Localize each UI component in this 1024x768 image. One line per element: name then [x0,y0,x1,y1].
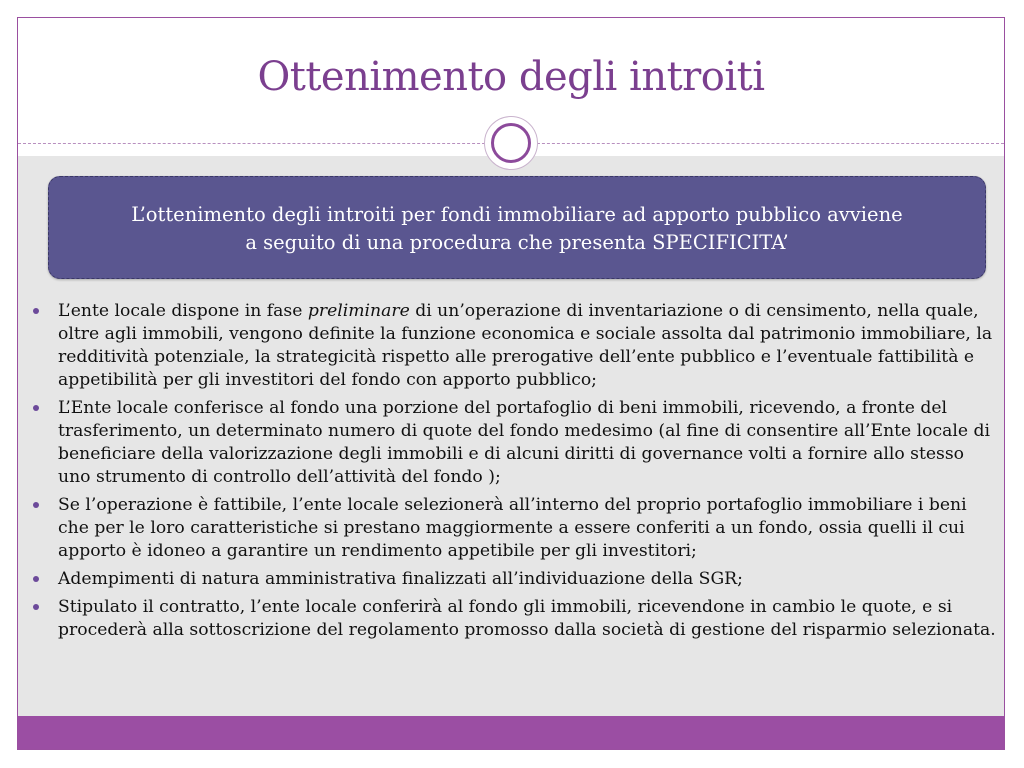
bullet-text: Stipulato il contratto, l’ente locale conferirà al fondo gli immobili, ricevendone in cambio le quote, e si procederà alla sottoscrizione del regolamento promosso dalla società di gestione del risparmio selezionata. [58,597,996,640]
callout-box [48,176,986,279]
bullet-text: L’Ente locale conferisce al fondo una porzione del portafoglio di beni immobili, ricevendo, a fronte del trasferimento, un determinato numero di quote del fondo medesimo (al fine di consentire all’Ente locale di beneficiare della valorizzazione degli immobili e di alcuni diritti di governance volti a fornire allo stesso uno strumento di controllo dell’attività del fondo ); [58,398,991,487]
callout-line-1: L’ottenimento degli introiti per fondi immobiliare ad apporto pubblico avviene [131,203,903,226]
slide [17,17,1005,750]
bullet-text: Adempimenti di natura amministrativa finalizzati all’individuazione della SGR; [58,569,743,589]
bullet-text-post: di un’operazione di inventariazione o di censimento, nella quale, oltre agli immobili, vengono definite la funzione economica e sociale assolta dal patrimonio immobiliare, la redditività potenziale, la strategicità rispetto alle prerogative dell’ente pubblico e l’eventuale fattibilità e appetibilità per gli investitori del fondo con apporto pubblico; [58,301,993,390]
footer-bar [18,716,1004,750]
bullet-dot-icon [33,308,39,314]
bullet-dot-icon [33,502,39,508]
bullet-dot-icon [33,604,39,610]
bullet-item [26,494,998,563]
bullet-item [26,568,998,591]
bullet-dot-icon [33,405,39,411]
content-area [18,156,1004,716]
bullet-item [26,596,998,642]
bullet-item [26,300,998,392]
bullet-text-emphasis: preliminare [307,301,410,321]
bullet-item [26,397,998,489]
callout-line-2: a seguito di una procedura che presenta SPECIFICITA’ [245,231,789,254]
circle-ornament-icon [484,116,538,170]
bullet-text: Se l’operazione è fattibile, l’ente locale selezionerà all’interno del proprio portafoglio immobiliare i beni che per le loro caratteristiche si prestano maggiormente a essere conferiti a un fondo, ossia quelli il cui apporto è idoneo a garantire un rendimento appetibile per gli investitori; [58,495,967,561]
bullet-dot-icon [33,576,39,582]
slide-title: Ottenimento degli introiti [257,54,765,100]
bullet-text-pre: L’ente locale dispone in fase [58,301,308,321]
bullet-list [26,300,998,647]
